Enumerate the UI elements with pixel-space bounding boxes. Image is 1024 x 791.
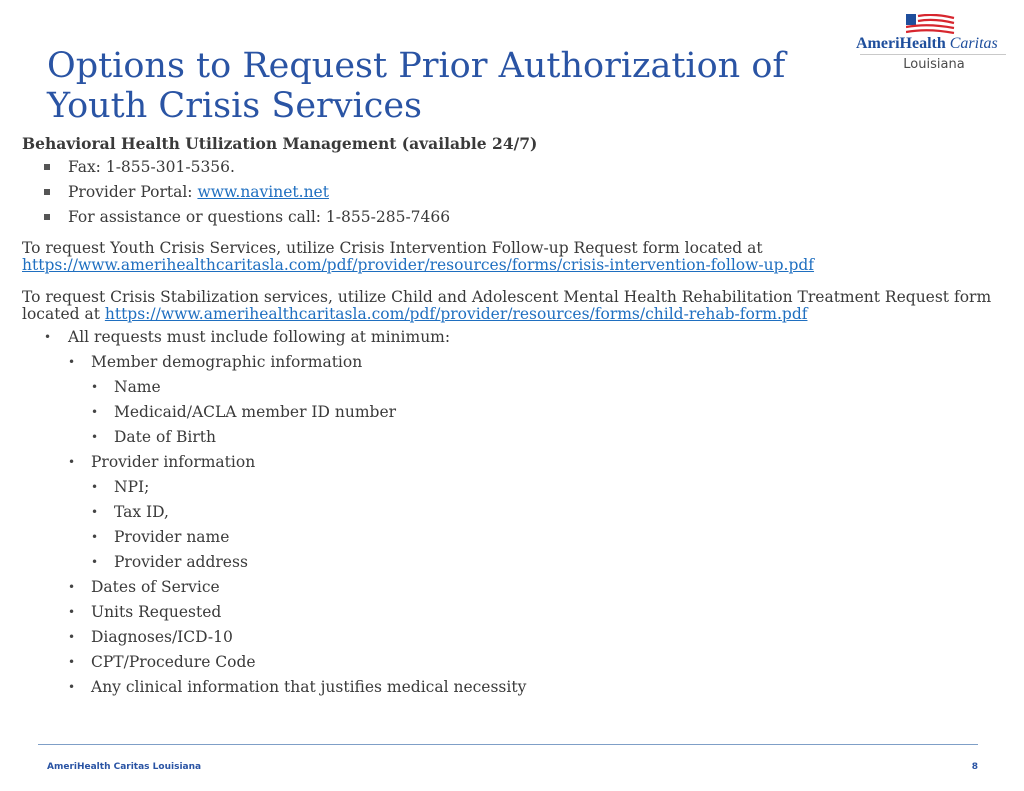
fax-item: Fax: 1-855-301-5356. [22, 155, 997, 180]
logo-wordmark: AmeriHealth Caritas [856, 35, 998, 52]
requirement-text: Tax ID, [114, 503, 169, 521]
requirement-text: All requests must include following at minimum: [68, 328, 451, 346]
bullet-icon: • [91, 505, 99, 519]
bullet-icon: • [44, 330, 52, 344]
square-bullet-icon [44, 164, 50, 170]
bh-heading: Behavioral Health Utilization Management (available 24/7) [22, 134, 538, 153]
slide-content [22, 133, 997, 700]
requirement-text: Member demographic information [91, 353, 363, 371]
bullet-icon: • [91, 555, 99, 569]
requirement-text: CPT/Procedure Code [91, 653, 256, 671]
logo-state: Louisiana [903, 57, 965, 72]
requirement-item [22, 425, 997, 450]
requirement-item [22, 375, 997, 400]
bullet-icon: • [68, 680, 76, 694]
requirement-item [22, 325, 997, 350]
bullet-icon: • [91, 405, 99, 419]
bullet-icon: • [68, 655, 76, 669]
logo-divider [860, 54, 1006, 55]
requirement-item [22, 400, 997, 425]
bullet-icon: • [91, 480, 99, 494]
bullet-icon: • [68, 455, 76, 469]
square-bullet-icon [44, 189, 50, 195]
bullet-icon: • [91, 380, 99, 394]
requirement-item [22, 450, 997, 475]
footer-divider [38, 744, 978, 745]
requirement-item [22, 525, 997, 550]
requirement-item [22, 675, 997, 700]
requirement-item [22, 650, 997, 675]
requirement-text: Any clinical information that justifies medical necessity [91, 678, 527, 696]
bullet-icon: • [68, 580, 76, 594]
requirement-item [22, 475, 997, 500]
child-rehab-form-link[interactable]: https://www.amerihealthcaritasla.com/pdf/provider/resources/forms/child-rehab-form.pdf [104, 305, 808, 323]
bullet-icon: • [68, 630, 76, 644]
navinet-link[interactable]: www.navinet.net [197, 183, 329, 201]
flag-icon [906, 14, 956, 34]
requirements-list [22, 325, 997, 700]
requirement-item [22, 600, 997, 625]
footer-org: AmeriHealth Caritas Louisiana [47, 762, 202, 772]
requirement-text: Provider name [114, 528, 230, 546]
requirement-item [22, 500, 997, 525]
company-logo [856, 14, 1012, 76]
requirement-text: Medicaid/ACLA member ID number [114, 403, 397, 421]
square-bullet-icon [44, 214, 50, 220]
requirement-item [22, 625, 997, 650]
page-number: 8 [971, 762, 978, 772]
crisis-form-link[interactable]: https://www.amerihealthcaritasla.com/pdf/provider/resources/forms/crisis-intervention-follow-up.pdf [22, 256, 815, 274]
bullet-icon: • [91, 430, 99, 444]
requirement-item [22, 350, 997, 375]
youth-crisis-paragraph: To request Youth Crisis Services, utilize Crisis Intervention Follow-up Request form located at https://www.amerihealthcaritasla.com/pdf/provider/resources/forms/crisis-intervention-follow-up.pdf [22, 239, 815, 274]
bullet-icon: • [91, 530, 99, 544]
requirement-text: NPI; [114, 478, 150, 496]
bullet-icon: • [68, 355, 76, 369]
requirement-text: Diagnoses/ICD-10 [91, 628, 233, 646]
page-title: Options to Request Prior Authorization of Youth Crisis Services [47, 46, 786, 126]
stabilization-paragraph: To request Crisis Stabilization services, utilize Child and Adolescent Mental Health Rehabilitation Treatment Request form located at https://www.amerihealthcaritasla.com/pdf/provider/resources/forms/child-rehab-form.pdf [22, 288, 992, 323]
requirement-text: Provider address [114, 553, 248, 571]
requirement-text: Provider information [91, 453, 256, 471]
requirement-item [22, 550, 997, 575]
portal-item: Provider Portal: www.navinet.net [22, 180, 997, 205]
assistance-item: For assistance or questions call: 1-855-285-7466 [22, 205, 997, 230]
requirement-text: Units Requested [91, 603, 222, 621]
requirement-text: Dates of Service [91, 578, 220, 596]
requirement-text: Name [114, 378, 161, 396]
requirement-text: Date of Birth [114, 428, 216, 446]
requirement-item [22, 575, 997, 600]
contact-list [22, 155, 997, 230]
bullet-icon: • [68, 605, 76, 619]
